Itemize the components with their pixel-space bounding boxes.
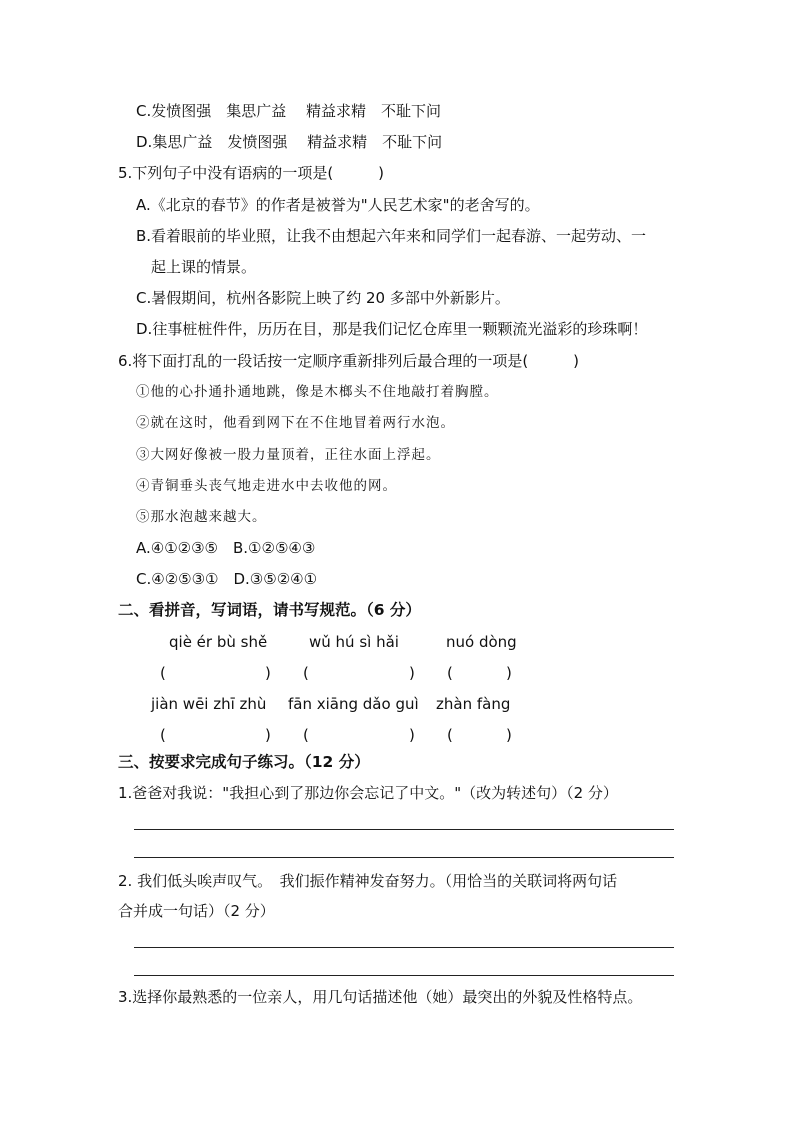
answer-box-4-close: ) <box>265 726 271 744</box>
q6-stem: 6.将下面打乱的一段话按一定顺序重新排列后最合理的一项是( ) <box>118 352 580 370</box>
q6-sentence-1: ①他的心扑通扑通地跳，像是木榔头不住地敲打着胸膛。 <box>136 384 499 400</box>
section2-heading: 二、看拼音，写词语，请书写规范。（6 分） <box>118 601 421 619</box>
pinyin-6: zhàn fàng <box>436 695 511 713</box>
answer-box-3-close: ) <box>506 664 512 682</box>
answer-line[interactable] <box>134 947 674 948</box>
answer-box-4-open: ( <box>160 726 166 744</box>
pinyin-3: nuó dòng <box>446 633 517 651</box>
s3-q3: 3.选择你最熟悉的一位亲人，用几句话描述他（她）最突出的外貌及性格特点。 <box>118 988 643 1006</box>
answer-box-2-open: ( <box>303 664 309 682</box>
pinyin-1: qiè ér bù shě <box>169 633 268 651</box>
s3-q2-line2: 合并成一句话）（2 分） <box>118 902 275 920</box>
answer-line[interactable] <box>134 975 674 976</box>
q5-option-b-line2: 起上课的情景。 <box>151 258 257 276</box>
s3-q1: 1.爸爸对我说："我担心到了那边你会忘记了中文。"（改为转述句）（2 分） <box>118 784 618 802</box>
answer-box-6-close: ) <box>506 726 512 744</box>
answer-box-5-open: ( <box>303 726 309 744</box>
q6-options-ab: A.④①②③⑤ B.①②⑤④③ <box>136 539 316 557</box>
q5-option-d: D.往事桩桩件件，历历在目，那是我们记忆仓库里一颗颗流光溢彩的珍珠啊！ <box>136 320 648 338</box>
section3-heading: 三、按要求完成句子练习。（12 分） <box>118 753 370 771</box>
answer-box-1-close: ) <box>265 664 271 682</box>
answer-box-6-open: ( <box>447 726 453 744</box>
q5-option-b-line1: B.看着眼前的毕业照，让我不由想起六年来和同学们一起春游、一起劳动、一 <box>136 227 647 245</box>
q6-sentence-5: ⑤那水泡越来越大。 <box>136 509 267 525</box>
answer-box-2-close: ) <box>409 664 415 682</box>
pinyin-4: jiàn wēi zhī zhù <box>151 695 267 713</box>
answer-box-5-close: ) <box>409 726 415 744</box>
q4-option-c: C.发愤图强 集思广益 精益求精 不耻下问 <box>136 102 442 120</box>
pinyin-5: fān xiāng dǎo guì <box>288 695 419 713</box>
pinyin-2: wǔ hú sì hǎi <box>309 633 399 651</box>
answer-line[interactable] <box>134 829 674 830</box>
q5-option-a: A.《北京的春节》的作者是被誉为"人民艺术家"的老舍写的。 <box>136 196 540 214</box>
answer-box-1-open: ( <box>160 664 166 682</box>
q5-stem: 5.下列句子中没有语病的一项是( ) <box>118 164 385 182</box>
answer-box-3-open: ( <box>447 664 453 682</box>
q6-options-cd: C.④②⑤③① D.③⑤②④① <box>136 570 318 588</box>
q6-sentence-3: ③大网好像被一股力量顶着，正往水面上浮起。 <box>136 447 441 463</box>
q4-option-d: D.集思广益 发愤图强 精益求精 不耻下问 <box>136 133 443 151</box>
s3-q2-line1: 2. 我们低头唉声叹气。 我们振作精神发奋努力。（用恰当的关联词将两句话 <box>118 872 618 890</box>
q6-sentence-4: ④青铜垂头丧气地走进水中去收他的网。 <box>136 478 397 494</box>
answer-line[interactable] <box>134 857 674 858</box>
q6-sentence-2: ②就在这时，他看到网下在不住地冒着两行水泡。 <box>136 415 455 431</box>
q5-option-c: C.暑假期间，杭州各影院上映了约 20 多部中外新影片。 <box>136 289 510 307</box>
